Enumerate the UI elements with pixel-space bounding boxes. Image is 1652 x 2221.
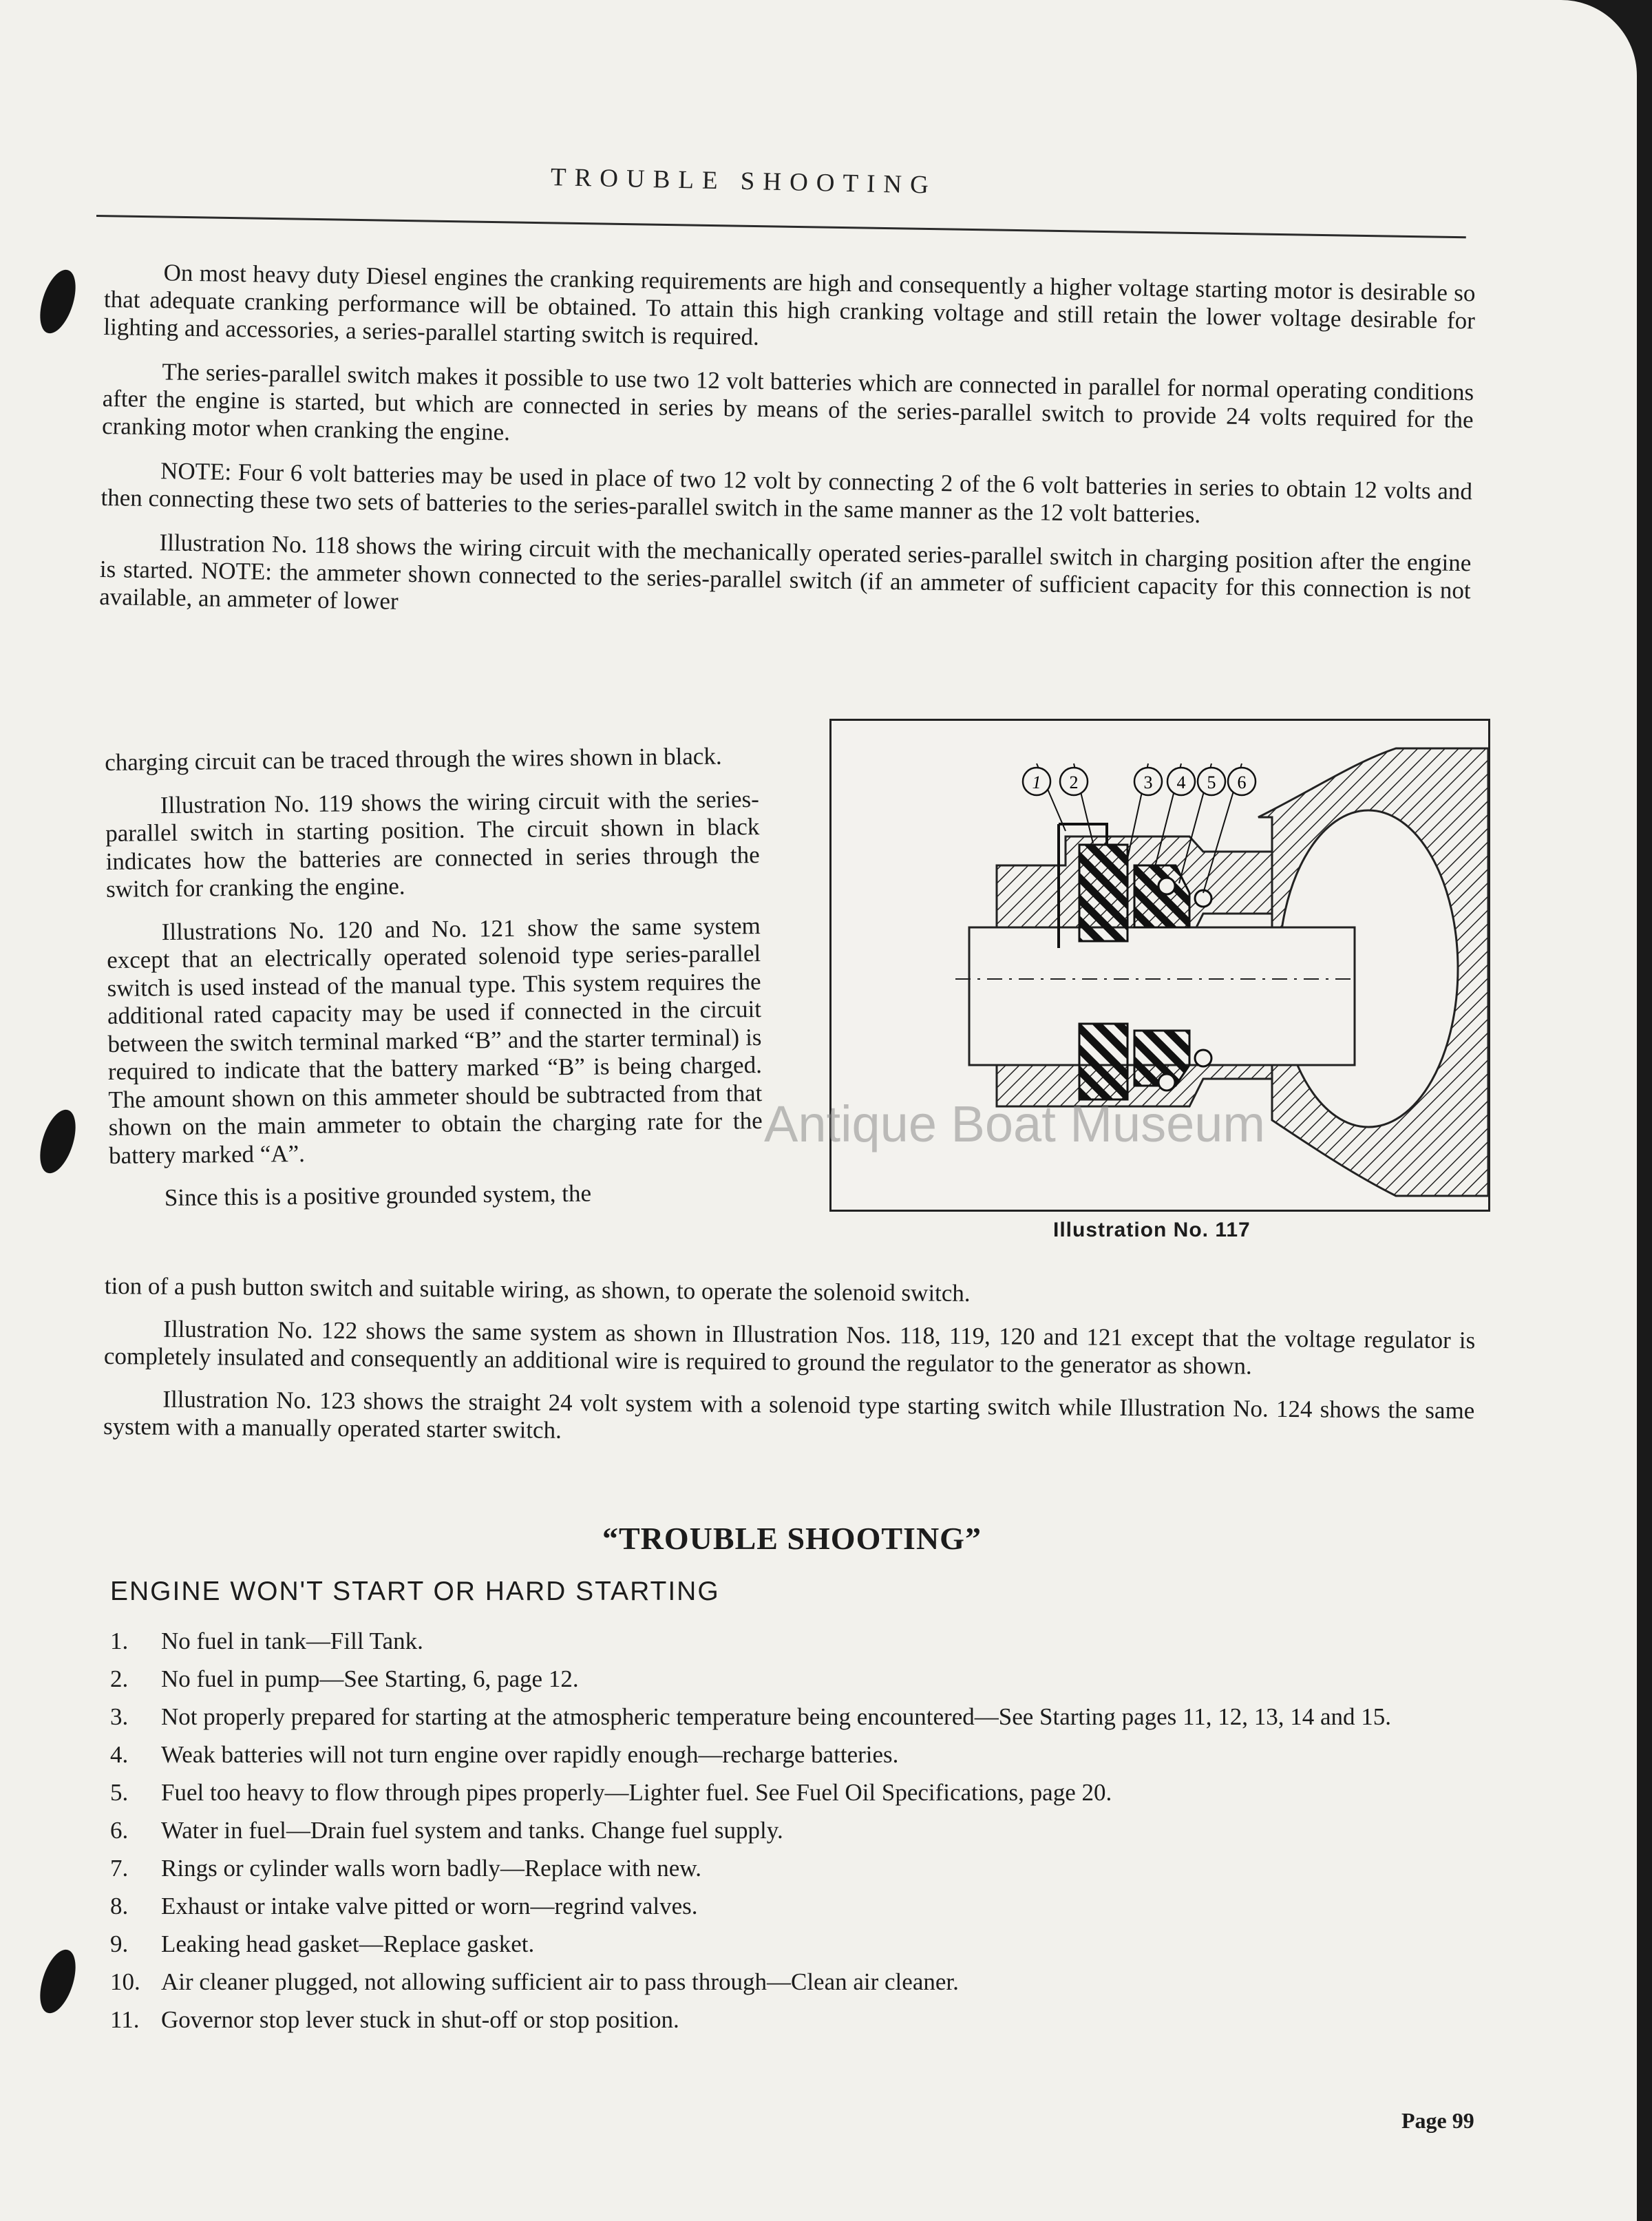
callout-label: 4	[1176, 772, 1186, 792]
item-number: 10.	[110, 1968, 140, 1995]
watermark: Antique Boat Museum	[764, 1095, 1266, 1152]
item-number: 8.	[110, 1893, 129, 1919]
binder-hole	[33, 1946, 83, 2018]
item-number: 5.	[110, 1779, 129, 1806]
list-item	[110, 1968, 1487, 1996]
item-text: No fuel in pump—See Starting, 6, page 12.	[161, 1665, 579, 1692]
section-title: “TROUBLE SHOOTING”	[602, 1521, 982, 1556]
item-text: Leaking head gasket—Replace gasket.	[161, 1930, 535, 1957]
item-number: 3.	[110, 1703, 129, 1730]
item-number: 1.	[110, 1628, 129, 1654]
figure-caption: Illustration No. 117	[1053, 1219, 1251, 1241]
paragraph: The series-parallel switch makes it possible to use two 12 volt batteries which are connected in parallel for normal operating conditions after the engine is started, but which are connected in series by means of the series-parallel switch to provide 24 volts required for the cranking motor when cranking the engine.	[101, 358, 1474, 446]
item-text: Weak batteries will not turn engine over rapidly enough—recharge batteries.	[161, 1741, 899, 1768]
item-text: Air cleaner plugged, not allowing sufficient air to pass through—Clean air cleaner.	[161, 1968, 959, 1995]
binder-hole	[33, 266, 83, 338]
paragraph: Illustration No. 119 shows the wiring circuit with the series-parallel switch in starting position. The circuit shown in black indicates how the batteries are connected in series through the switch for cranking the engine.	[105, 785, 760, 903]
callout-label: 6	[1237, 772, 1247, 792]
paragraph: Illustration No. 123 shows the straight 24 volt system with a solenoid type starting switch while Illustration No. 124 shows the same system with a manually operated starter switch.	[103, 1385, 1475, 1444]
item-text: Fuel too heavy to flow through pipes properly—Lighter fuel. See Fuel Oil Specifications, page 20.	[161, 1779, 1112, 1806]
trouble-list	[110, 1628, 1487, 2044]
page-header: TROUBLE SHOOTING	[550, 163, 938, 200]
paragraph: NOTE: Four 6 volt batteries may be used in place of two 12 volt by connecting 2 of the 6 volt batteries in series to obtain 12 volts and then connecting these two sets of batteries to the series-parallel switch in the same manner as the 12 volt batteries.	[100, 457, 1473, 529]
list-item	[110, 2006, 1487, 2034]
item-text: Water in fuel—Drain fuel system and tanks. Change fuel supply.	[161, 1817, 783, 1844]
column-text	[105, 742, 763, 1228]
page-number: Page 99	[1401, 2108, 1474, 2133]
item-text: Exhaust or intake valve pitted or worn—regrind valves.	[161, 1893, 698, 1919]
list-item	[110, 1779, 1487, 1807]
item-number: 4.	[110, 1741, 129, 1768]
paragraph: Illustrations No. 120 and No. 121 show the same system except that an electrically operated solenoid type series-parallel switch is used instead of the manual type. This system requires the additional rated capacity may be used if connected in the circuit between the switch terminal marked “B” and the starter terminal) is required to indicate that the battery marked “B” is being charged. The amount shown on this ammeter should be subtracted from that shown on the main ammeter to obtain the charging rate for the battery marked “A”.	[107, 912, 763, 1169]
header-divider	[96, 215, 1466, 238]
callout-label: 2	[1069, 772, 1079, 792]
paragraph: Since this is a positive grounded system, the	[164, 1179, 592, 1212]
item-number: 7.	[110, 1855, 129, 1882]
intro-text	[99, 258, 1476, 649]
list-item	[110, 1628, 1487, 1655]
tail-text	[103, 1272, 1476, 1467]
paragraph: Illustration No. 122 shows the same system as shown in Illustration Nos. 118, 119, 120 and 121 except that the voltage regulator is completely insulated and consequently an additional wire is required to ground the regulator to the generator as shown.	[103, 1315, 1476, 1380]
callout-label: 5	[1207, 772, 1216, 792]
callout-label: 1	[1032, 772, 1041, 792]
list-item	[110, 1703, 1487, 1731]
item-text: Not properly prepared for starting at the atmospheric temperature being encountered—See Starting pages 11, 12, 13, 14 and 15.	[161, 1703, 1392, 1730]
list-item	[110, 1741, 1487, 1769]
paragraph: On most heavy duty Diesel engines the cranking requirements are high and consequently a higher voltage starting motor is desirable so that adequate cranking performance will be obtained. To attain this high cranking voltage and still retain the lower voltage desirable for lighting and accessories, a series-parallel starting switch is required.	[103, 259, 1476, 350]
paragraph: tion of a push button switch and suitable wiring, as shown, to operate the solenoid switch.	[104, 1272, 971, 1307]
item-number: 9.	[110, 1930, 129, 1957]
paragraph: charging circuit can be traced through the wires shown in black.	[105, 742, 722, 776]
section-subtitle: ENGINE WON'T START OR HARD STARTING	[110, 1577, 720, 1606]
paragraph: Illustration No. 118 shows the wiring circuit with the mechanically operated series-parallel switch in charging position after the engine is started. NOTE: the ammeter shown connected to the series-parallel switch (if an ammeter of sufficient capacity for this connection is not available, an ammeter of lower	[98, 529, 1472, 615]
list-item	[110, 1930, 1487, 1958]
item-number: 6.	[110, 1817, 129, 1844]
item-text: Rings or cylinder walls worn badly—Replace with new.	[161, 1855, 702, 1882]
list-item	[110, 1817, 1487, 1844]
item-text: Governor stop lever stuck in shut-off or stop position.	[161, 2006, 679, 2033]
callout-label: 3	[1143, 772, 1153, 792]
list-item	[110, 1665, 1487, 1693]
item-text: No fuel in tank—Fill Tank.	[161, 1628, 423, 1654]
item-number: 2.	[110, 1665, 129, 1692]
item-number: 11.	[110, 2006, 140, 2033]
list-item	[110, 1855, 1487, 1882]
binder-hole	[33, 1106, 83, 1178]
list-item	[110, 1893, 1487, 1920]
